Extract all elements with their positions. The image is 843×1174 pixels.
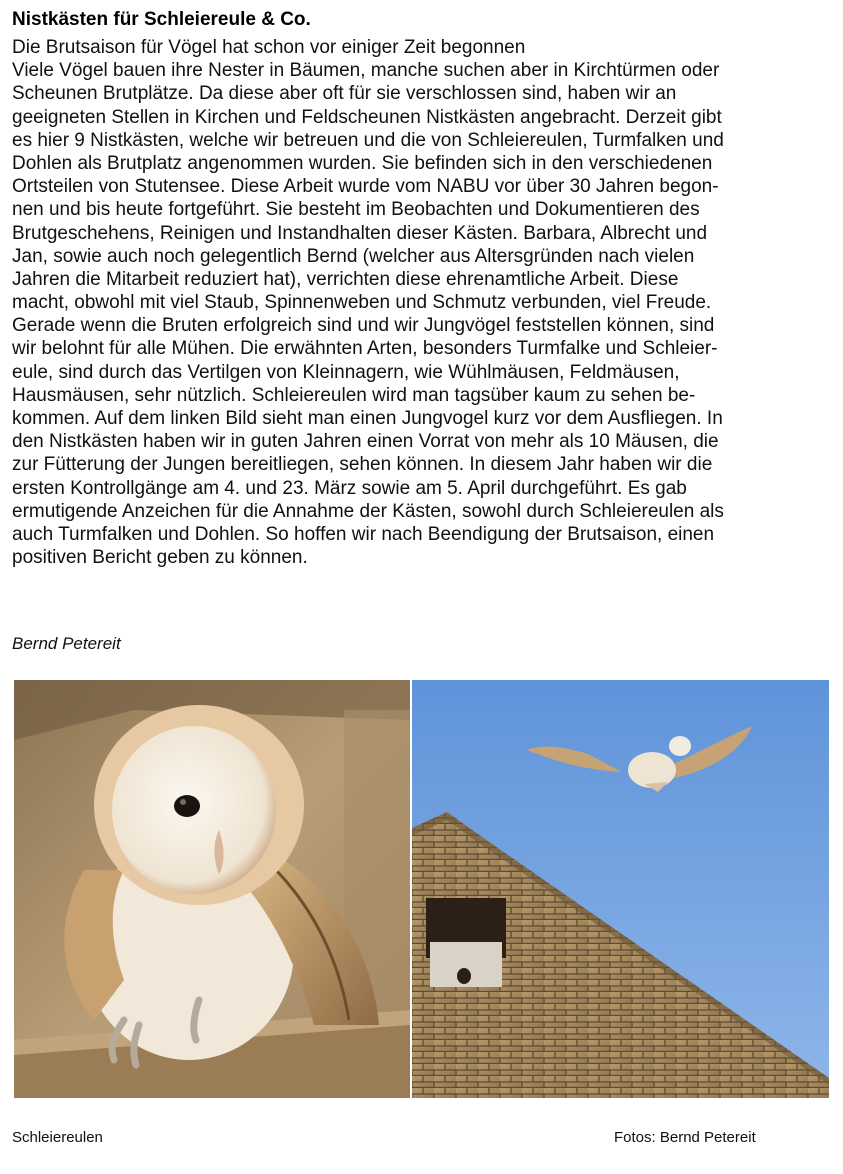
body-line: Jan, sowie auch noch gelegentlich Bernd (welcher aus Altersgründen nach vielen <box>12 245 695 267</box>
body-line: Viele Vögel bauen ihre Nester in Bäumen, manche suchen aber in Kirchtürmen oder <box>12 60 720 82</box>
body-line: Ortsteilen von Stutensee. Diese Arbeit wurde vom NABU vor über 30 Jahren begon- <box>12 176 719 198</box>
author-signature: Bernd Petereit <box>12 634 121 653</box>
body-line: auch Turmfalken und Dohlen. So hoffen wir nach Beendigung der Brutsaison, einen <box>12 523 715 545</box>
body-line: eule, sind durch das Vertilgen von Kleinnagern, wie Wühlmäusen, Feldmäusen, <box>12 361 680 383</box>
body-line: Dohlen als Brutplatz angenommen wurden. Sie befinden sich in den verschiedenen <box>12 152 713 174</box>
body-line: wir belohnt für alle Mühen. Die erwähnten Arten, besonders Turmfalke und Schleier- <box>12 338 718 360</box>
photo-credit: Fotos: Bernd Petereit <box>614 1129 756 1146</box>
body-line: Jahren die Mitarbeit reduziert hat), verrichten diese ehrenamtliche Arbeit. Diese <box>12 268 679 290</box>
body-line: Gerade wenn die Bruten erfolgreich sind und wir Jungvögel feststellen können, sind <box>12 315 715 337</box>
body-line: zur Fütterung der Jungen bereitliegen, sehen können. In diesem Jahr haben wir die <box>12 454 713 476</box>
body-line: nen und bis heute fortgeführt. Sie besteht im Beobachten und Dokumentieren des <box>12 199 700 221</box>
body-line: ermutigende Anzeichen für die Annahme der Kästen, sowohl durch Schleiereulen als <box>12 500 724 522</box>
body-line: Scheunen Brutplätze. Da diese aber oft für sie verschlossen sind, haben wir an <box>12 83 677 105</box>
article-title: Nistkästen für Schleiereule & Co. <box>12 9 311 30</box>
barn-owl-illustration <box>14 680 410 1098</box>
body-line: ersten Kontrollgänge am 4. und 23. März sowie am 5. April durchgeführt. Es gab <box>12 477 687 499</box>
body-line: Hausmäusen, sehr nützlich. Schleiereulen wird man tagsüber kaum zu sehen be- <box>12 384 696 406</box>
body-line: den Nistkästen haben wir in guten Jahren einen Vorrat von mehr als 10 Mäusen, die <box>12 431 719 453</box>
article-body <box>12 36 832 569</box>
body-line: es hier 9 Nistkästen, welche wir betreuen und die von Schleiereulen, Turmfalken und <box>12 129 724 151</box>
body-line: geeigneten Stellen in Kirchen und Feldscheunen Nistkästen angebracht. Derzeit gibt <box>12 106 722 128</box>
body-line: Brutgeschehens, Reinigen und Instandhalten dieser Kästen. Barbara, Albrecht und <box>12 222 708 244</box>
body-line: Die Brutsaison für Vögel hat schon vor einiger Zeit begonnen <box>12 37 526 58</box>
barn-owl-photo <box>14 680 410 1098</box>
body-line: positiven Bericht geben zu können. <box>12 547 308 569</box>
photo-caption: Schleiereulen <box>12 1129 103 1146</box>
body-line: kommen. Auf dem linken Bild sieht man einen Jungvogel kurz vor dem Ausfliegen. In <box>12 408 723 429</box>
body-line: macht, obwohl mit viel Staub, Spinnenweben und Schmutz verbunden, viel Freude. <box>12 292 712 314</box>
flying-owl-photo <box>412 680 829 1098</box>
flying-owl-illustration <box>412 680 829 1098</box>
